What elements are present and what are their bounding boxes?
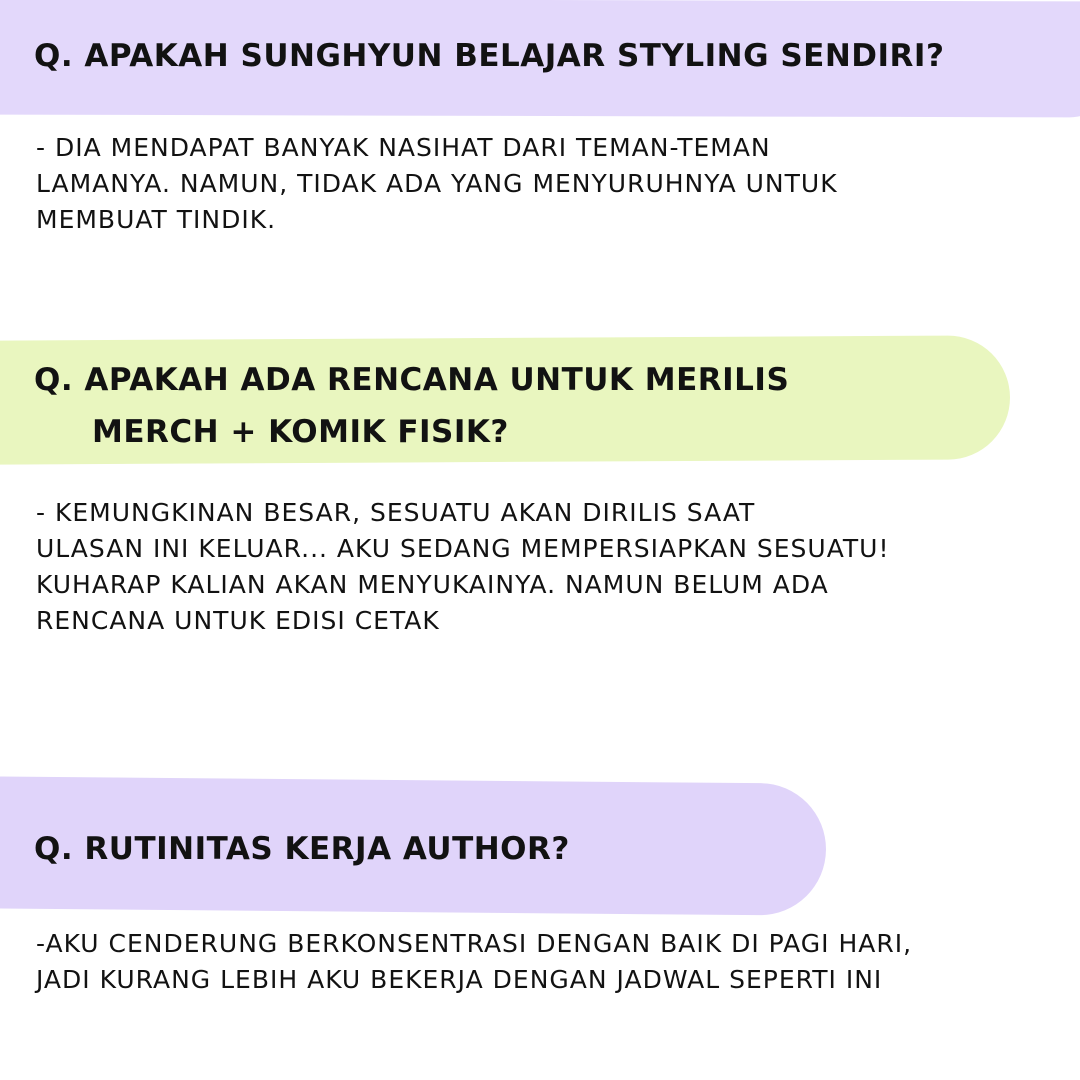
question-2-line-2: MERCH + KOMIK FISIK? [92,414,509,450]
answer-2-line-1: - KEMUNGKINAN BESAR, SESUATU AKAN DIRILIS SAAT [36,498,756,527]
answer-1 [36,130,838,238]
question-1 [34,30,944,82]
answer-2-line-2: ULASAN INI KELUAR... AKU SEDANG MEMPERSIAPKAN SESUATU! [36,534,890,563]
question-3 [34,823,570,875]
answer-3-line-1: -AKU CENDERUNG BERKONSENTRASI DENGAN BAIK DI PAGI HARI, [36,929,913,958]
answer-2-line-4: RENCANA UNTUK EDISI CETAK [36,606,440,635]
answer-2-line-3: KUHARAP KALIAN AKAN MENYUKAINYA. NAMUN BELUM ADA [36,570,829,599]
question-2 [34,354,789,458]
answer-2 [36,495,889,639]
question-3-line-1: Q. RUTINITAS KERJA AUTHOR? [34,831,570,867]
answer-3-line-2: JADI KURANG LEBIH AKU BEKERJA DENGAN JADWAL SEPERTI INI [36,965,883,994]
question-1-line-1: Q. APAKAH SUNGHYUN BELAJAR STYLING SENDIRI? [34,38,945,74]
answer-1-line-2: LAMANYA. NAMUN, TIDAK ADA YANG MENYURUHNYA UNTUK [36,169,838,198]
answer-1-line-3: MEMBUAT TINDIK. [36,205,277,234]
question-2-line-1: Q. APAKAH ADA RENCANA UNTUK MERILIS [34,362,790,398]
answer-3 [36,926,912,998]
answer-1-line-1: - DIA MENDAPAT BANYAK NASIHAT DARI TEMAN-TEMAN [36,133,771,162]
